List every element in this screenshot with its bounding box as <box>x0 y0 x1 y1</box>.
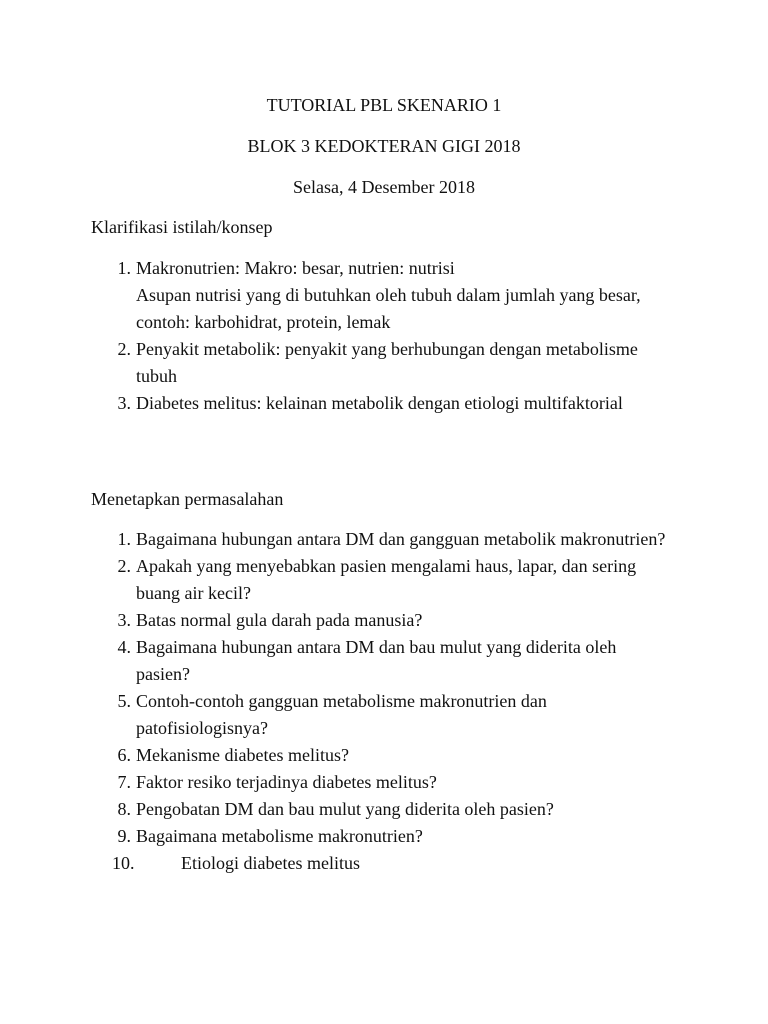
document-date: Selasa, 4 Desember 2018 <box>293 177 475 197</box>
list-item-text: Contoh-contoh gangguan metabolisme makronutrien dan patofisiologisnya? <box>136 691 547 738</box>
list-item-number: 4. <box>117 637 131 657</box>
klarifikasi-list <box>0 255 768 417</box>
document-title: TUTORIAL PBL SKENARIO 1 <box>266 95 502 115</box>
list-item-number: 6. <box>117 745 131 765</box>
list-item <box>0 390 666 417</box>
list-item-text: Batas normal gula darah pada manusia? <box>136 610 423 630</box>
list-item-text: Bagaimana hubungan antara DM dan bau mulut yang diderita oleh pasien? <box>136 637 617 684</box>
list-item-number: 2. <box>117 339 131 359</box>
list-item <box>0 336 666 390</box>
list-item-number: 7. <box>117 772 131 792</box>
list-item-text: Pengobatan DM dan bau mulut yang diderita oleh pasien? <box>136 799 554 819</box>
list-item-number: 5. <box>117 691 131 711</box>
list-item-number: 1. <box>117 258 131 278</box>
document-subtitle: BLOK 3 KEDOKTERAN GIGI 2018 <box>247 136 521 156</box>
list-item <box>0 688 666 742</box>
list-item-text: Makronutrien: Makro: besar, nutrien: nutrisi <box>136 258 455 278</box>
list-item <box>0 742 666 769</box>
list-item <box>0 255 666 336</box>
list-item <box>0 634 666 688</box>
list-item-number: 3. <box>117 610 131 630</box>
list-item-text: Bagaimana metabolisme makronutrien? <box>136 826 423 846</box>
list-item-text: Faktor resiko terjadinya diabetes melitus? <box>136 772 437 792</box>
list-item <box>0 553 666 607</box>
list-item-number: 10. <box>112 853 135 873</box>
section-heading-klarifikasi: Klarifikasi istilah/konsep <box>91 217 273 237</box>
list-item-number: 9. <box>117 826 131 846</box>
list-item-text: Penyakit metabolik: penyakit yang berhubungan dengan metabolisme tubuh <box>136 339 638 386</box>
list-item <box>0 796 666 823</box>
list-item <box>0 769 666 796</box>
list-item-number: 2. <box>117 556 131 576</box>
list-item-detail: Asupan nutrisi yang di butuhkan oleh tubuh dalam jumlah yang besar, contoh: karbohidrat, protein, lemak <box>136 285 641 332</box>
permasalahan-list <box>0 526 768 877</box>
section-heading-permasalahan: Menetapkan permasalahan <box>91 489 284 509</box>
list-item <box>0 850 711 877</box>
list-item-number: 1. <box>117 529 131 549</box>
list-item <box>0 526 666 553</box>
list-item-text: Etiologi diabetes melitus <box>181 853 360 873</box>
list-item-text: Mekanisme diabetes melitus? <box>136 745 349 765</box>
list-item-text: Diabetes melitus: kelainan metabolik dengan etiologi multifaktorial <box>136 393 623 413</box>
list-item <box>0 823 666 850</box>
list-item-text: Bagaimana hubungan antara DM dan gangguan metabolik makronutrien? <box>136 529 666 549</box>
list-item-text: Apakah yang menyebabkan pasien mengalami haus, lapar, dan sering buang air kecil? <box>136 556 637 603</box>
list-item-number: 3. <box>117 393 131 413</box>
list-item <box>0 607 666 634</box>
list-item-number: 8. <box>117 799 131 819</box>
